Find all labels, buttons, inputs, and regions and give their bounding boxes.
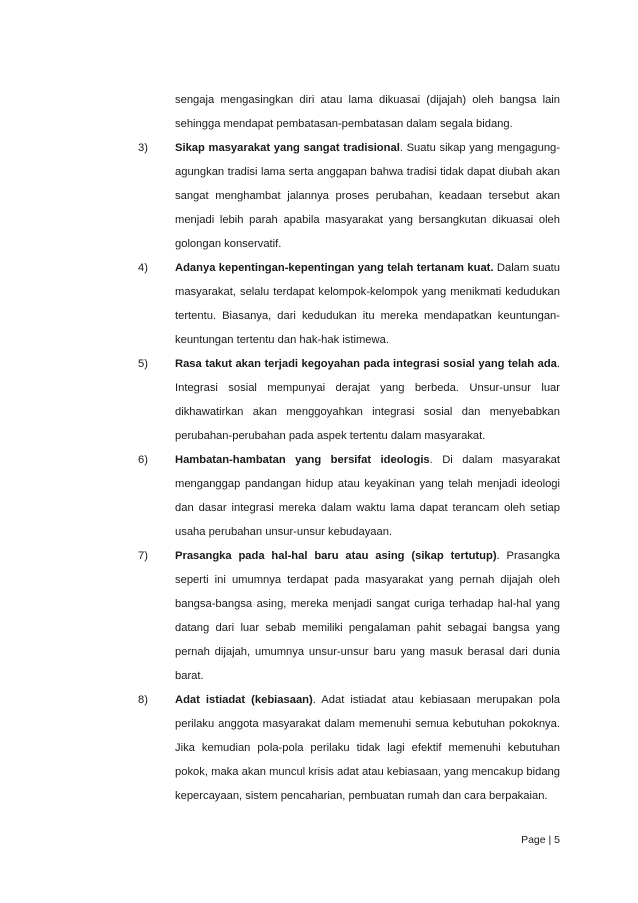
- item-number: 8): [138, 694, 148, 706]
- list-item-8: [138, 688, 560, 808]
- list-item-4: [138, 256, 560, 352]
- item-number: 4): [138, 262, 148, 274]
- list-item-6: [138, 448, 560, 544]
- item-text: . Prasangka seperti ini umumnya terdapat pada masyarakat yang pernah dijajah oleh bangsa-bangsa asing, mereka menjadi sangat curiga terhadap hal-hal yang datang dari luar sebab memiliki pengalaman pahit sebagai bangsa yang pernah dijajah, umumnya unsur-unsur baru yang masuk berasal dari dunia barat.: [175, 550, 560, 682]
- item-title: Adanya kepentingan-kepentingan yang telah tertanam kuat.: [175, 262, 494, 274]
- page-content: [138, 88, 560, 808]
- page-number: Page | 5: [521, 834, 560, 846]
- item-title: Sikap masyarakat yang sangat tradisional: [175, 142, 400, 154]
- item-number: 6): [138, 454, 148, 466]
- item-text: . Di dalam masyarakat menganggap pandangan hidup atau keyakinan yang telah menjadi ideologi dan dasar integrasi mereka dalam waktu lama dapat terancam oleh setiap usaha perubahan unsur-unsur kebudayaan.: [175, 454, 560, 538]
- item-text: Dalam suatu masyarakat, selalu terdapat kelompok-kelompok yang menikmati kedudukan tertentu. Biasanya, dari kedudukan itu mereka mendapatkan keuntungan-keuntungan tertentu dan hak-hak istimewa.: [175, 262, 560, 346]
- item-text: . Suatu sikap yang mengagung-agungkan tradisi lama serta anggapan bahwa tradisi tidak dapat diubah akan sangat menghambat jalannya proses perubahan, keadaan tersebut akan menjadi lebih parah apabila masyarakat yang bersangkutan dikuasai oleh golongan konservatif.: [175, 142, 560, 250]
- item-number: 7): [138, 550, 148, 562]
- list-item-7: [138, 544, 560, 688]
- item-title: Hambatan-hambatan yang bersifat ideologis: [175, 454, 430, 466]
- item-title: Rasa takut akan terjadi kegoyahan pada integrasi sosial yang telah ada: [175, 358, 557, 370]
- item-title: Adat istiadat (kebiasaan): [175, 694, 313, 706]
- list-item-3: [138, 136, 560, 256]
- intro-paragraph: sengaja mengasingkan diri atau lama dikuasai (dijajah) oleh bangsa lain sehingga mendapat pembatasan-pembatasan dalam segala bidang.: [175, 94, 560, 130]
- item-title: Prasangka pada hal-hal baru atau asing (sikap tertutup): [175, 550, 497, 562]
- item-number: 3): [138, 142, 148, 154]
- list-item-5: [138, 352, 560, 448]
- item-text: . Integrasi sosial mempunyai derajat yang berbeda. Unsur-unsur luar dikhawatirkan akan menggoyahkan integrasi sosial dan menyebabkan perubahan-perubahan pada aspek tertentu dalam masyarakat.: [175, 358, 560, 442]
- item-text: . Adat istiadat atau kebiasaan merupakan pola perilaku anggota masyarakat dalam memenuhi semua kebutuhan pokoknya. Jika kemudian pola-pola perilaku tidak lagi efektif memenuhi kebutuhan pokok, maka akan muncul krisis adat atau kebiasaan, yang mencakup bidang kepercayaan, sistem pencaharian, pembuatan rumah dan cara berpakaian.: [175, 694, 560, 802]
- item-number: 5): [138, 358, 148, 370]
